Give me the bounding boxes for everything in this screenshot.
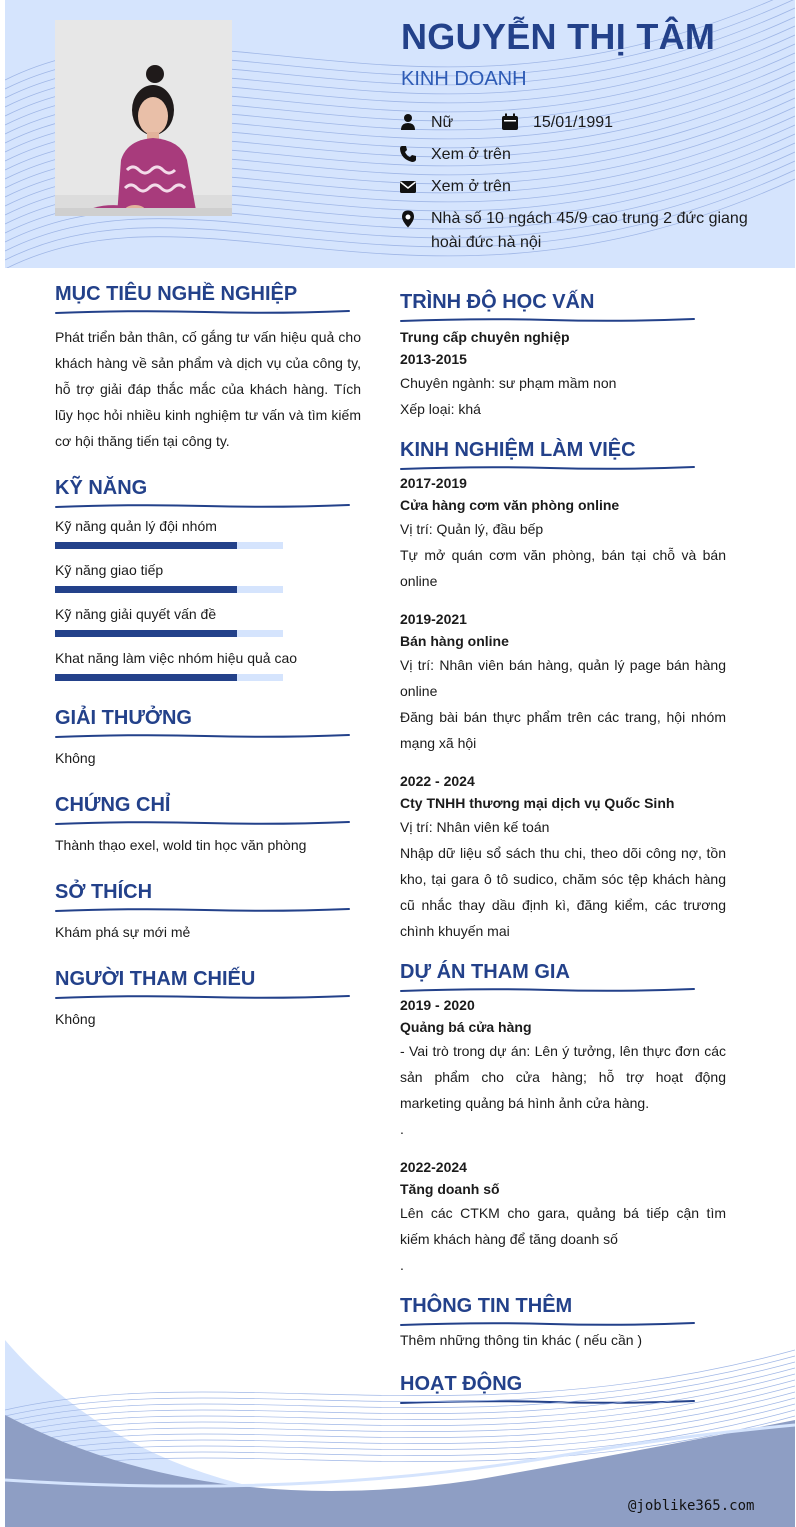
projects-title: DỰ ÁN THAM GIA [400,961,570,983]
references-text: Không [55,1011,96,1027]
project-years: 2022-2024 [400,1159,467,1175]
skill-label: Kỹ năng giải quyết vấn đề [55,606,217,622]
additional-title: THÔNG TIN THÊM [400,1295,573,1317]
skill-label: Khat năng làm việc nhóm hiệu quả cao [55,650,298,666]
section-underline [55,993,350,1001]
hobbies-text: Khám phá sự mới mẻ [55,924,191,940]
references-title: NGƯỜI THAM CHIẾU [55,968,256,990]
skill-item [55,516,361,560]
skills-list [55,516,361,692]
experience-years: 2019-2021 [400,611,467,627]
experience-entry [400,472,726,594]
experience-description: Đăng bài bán thực phẩm trên các trang, hội nhóm mạng xã hội [400,709,726,751]
skill-bar-fill [55,674,237,681]
project-entry [400,1156,726,1278]
skills-title: KỸ NĂNG [55,477,148,499]
project-description: Lên các CTKM cho gara, quảng bá tiếp cận tìm kiếm khách hàng để tăng doanh số [400,1205,726,1247]
experience-position: Vị trí: Quản lý, đầu bếp [400,521,544,537]
experience-position: Vị trí: Nhân viên bán hàng, quản lý page bán hàng online [400,657,726,699]
skills-section [55,476,361,692]
location-pin-icon [399,210,417,228]
skill-bar-fill [55,630,237,637]
experience-description: Nhập dữ liệu sổ sách thu chi, theo dõi công nợ, tồn kho, tại gara ô tô sudico, chăm sóc tệp khách hàng cũ nhắc thay dầu định kì, đăng kiểm, các trương chình khuyến mai [400,845,726,939]
portrait-illustration [55,20,232,216]
education-major: Chuyên ngành: sư phạm mầm non [400,375,617,391]
references-section [55,967,361,1029]
profile-photo [55,20,232,216]
wave-line [5,1374,795,1434]
project-entry [400,994,726,1142]
education-years: 2013-2015 [400,351,467,367]
experience-years: 2022 - 2024 [400,773,475,789]
project-years: 2019 - 2020 [400,997,475,1013]
experience-title: KINH NGHIỆM LÀM VIỆC [400,439,636,461]
skill-bar-track [55,542,283,549]
section-underline [400,986,695,994]
email-icon [399,178,417,196]
person-icon [399,113,417,131]
skill-bar-fill [55,586,237,593]
experience-entry [400,608,726,756]
experience-company: Bán hàng online [400,633,509,649]
awards-text: Không [55,750,96,766]
experience-company: Cửa hàng cơm văn phòng online [400,497,620,513]
footer-handle: @joblike365.com [628,1498,755,1514]
phone-icon [399,145,417,163]
project-note: . [400,1257,404,1273]
section-underline [400,316,695,324]
education-title: TRÌNH ĐỘ HỌC VẤN [400,291,595,313]
section-underline [55,819,350,827]
wave-line [5,1362,795,1422]
objective-title: MỤC TIÊU NGHỀ NGHIỆP [55,283,298,305]
project-name: Quảng bá cửa hàng [400,1019,532,1035]
skill-label: Kỹ năng giao tiếp [55,562,164,578]
education-school: Trung cấp chuyên nghiệp [400,329,570,345]
left-column [55,282,361,1029]
wave-line [5,1356,795,1416]
skill-bar-track [55,674,283,681]
experience-section [400,438,726,944]
skill-item [55,604,361,648]
hobbies-title: SỞ THÍCH [55,881,153,903]
experience-position: Vị trí: Nhân viên kế toán [400,819,550,835]
calendar-icon [501,113,519,131]
experience-company: Cty TNHH thương mại dịch vụ Quốc Sinh [400,795,675,811]
project-description: - Vai trò trong dự án: Lên ý tưởng, lên thực đơn các sản phẩm cho cửa hàng; hỗ trợ hoạt động marketing quảng bá hình ảnh cửa hàng. [400,1043,726,1111]
additional-text: Thêm những thông tin khác ( nếu cần ) [400,1332,643,1348]
section-underline [55,906,350,914]
awards-section [55,706,361,768]
candidate-role: KINH DOANH [401,68,527,90]
right-column [400,290,726,1406]
section-underline [400,464,695,472]
project-note: . [400,1121,404,1137]
hobbies-section [55,880,361,942]
experience-entry [400,770,726,944]
section-underline [55,308,350,316]
experience-description: Tự mở quán cơm văn phòng, bán tại chỗ và bán online [400,547,726,589]
objective-section [55,282,361,454]
section-underline [55,732,350,740]
skill-item [55,560,361,604]
experience-years: 2017-2019 [400,475,467,491]
skill-item [55,648,361,692]
address-line-2: hoài đức hà nội [431,234,542,251]
candidate-name: NGUYỄN THỊ TÂM [401,16,716,57]
email-value: Xem ở trên [431,178,511,195]
gender-value: Nữ [431,114,454,131]
section-underline [400,1320,695,1328]
address-line-1: Nhà số 10 ngách 45/9 cao trung 2 đức giang [431,210,748,227]
education-grade: Xếp loại: khá [400,401,481,417]
skill-bar-track [55,630,283,637]
awards-title: GIẢI THƯỞNG [55,707,192,729]
education-section [400,290,726,422]
skill-bar-fill [55,542,237,549]
certificates-title: CHỨNG CHỈ [55,794,171,816]
skill-label: Kỹ năng quản lý đội nhóm [55,518,217,534]
section-underline [55,502,350,510]
skill-bar-track [55,586,283,593]
certificates-text: Thành thạo exel, wold tin học văn phòng [55,837,307,853]
objective-text: Phát triển bản thân, cố gắng tư vấn hiệu quả cho khách hàng về sản phẩm và dịch vụ của công ty, hỗ trợ giải đáp thắc mắc của khách hàng. Tích lũy học hỏi nhiều kinh nghiệm tư vấn và tìm kiếm cơ hội thăng tiến tại công ty. [55,329,361,449]
wave-line [5,1368,795,1428]
activities-title: HOẠT ĐỘNG [400,1373,523,1395]
project-name: Tăng doanh số [400,1181,500,1197]
certificates-section [55,793,361,855]
wave-line [5,1350,795,1410]
wave-line [5,1380,795,1440]
projects-section [400,960,726,1278]
birthday-value: 15/01/1991 [533,114,614,131]
phone-value: Xem ở trên [431,146,511,163]
